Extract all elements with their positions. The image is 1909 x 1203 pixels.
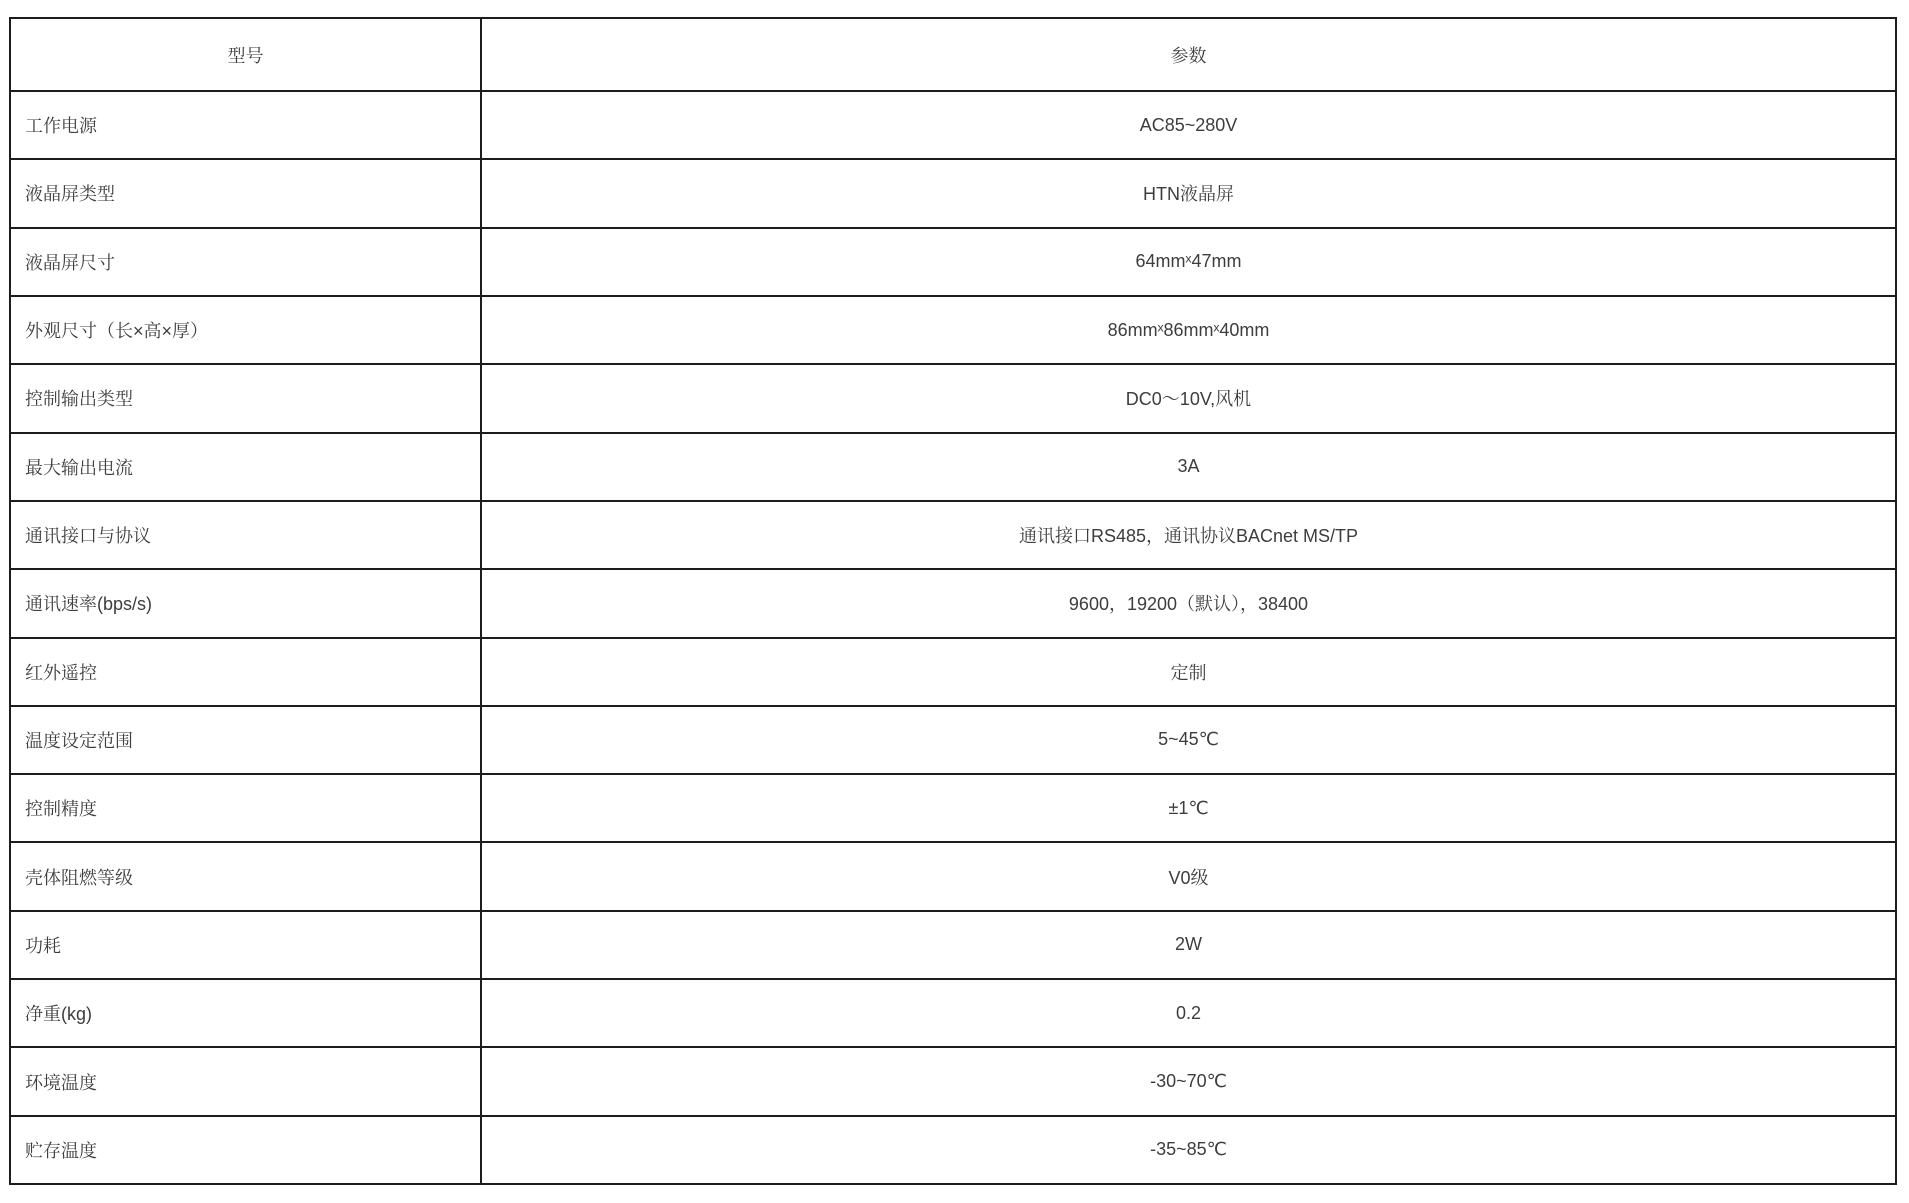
spec-name: 控制输出类型 — [10, 364, 481, 432]
table-row — [10, 1047, 1896, 1115]
table-row — [10, 979, 1896, 1047]
spec-name: 环境温度 — [10, 1047, 481, 1115]
spec-name: 最大输出电流 — [10, 433, 481, 501]
spec-name: 液晶屏尺寸 — [10, 228, 481, 296]
table-row — [10, 569, 1896, 637]
table-row — [10, 501, 1896, 569]
table-row — [10, 296, 1896, 364]
spec-value: 64mmˣ47mm — [481, 228, 1896, 296]
spec-name: 温度设定范围 — [10, 706, 481, 774]
table-row — [10, 364, 1896, 432]
spec-value: 0.2 — [481, 979, 1896, 1047]
spec-name: 净重(kg) — [10, 979, 481, 1047]
spec-value: 9600，19200（默认），38400 — [481, 569, 1896, 637]
spec-value: 5~45℃ — [481, 706, 1896, 774]
spec-value: 通讯接口RS485，通讯协议BACnet MS/TP — [481, 501, 1896, 569]
spec-name: 控制精度 — [10, 774, 481, 842]
table-row — [10, 706, 1896, 774]
spec-table — [9, 17, 1897, 1185]
spec-value: -30~70℃ — [481, 1047, 1896, 1115]
spec-name: 功耗 — [10, 911, 481, 979]
table-row — [10, 433, 1896, 501]
spec-table-body — [10, 91, 1896, 1184]
table-row — [10, 911, 1896, 979]
table-row — [10, 638, 1896, 706]
spec-value: -35~85℃ — [481, 1116, 1896, 1184]
spec-name: 液晶屏类型 — [10, 159, 481, 227]
spec-value: 86mmˣ86mmˣ40mm — [481, 296, 1896, 364]
spec-value: 定制 — [481, 638, 1896, 706]
spec-value: ±1℃ — [481, 774, 1896, 842]
table-row — [10, 91, 1896, 159]
spec-name: 红外遥控 — [10, 638, 481, 706]
table-row — [10, 1116, 1896, 1184]
spec-value: 3A — [481, 433, 1896, 501]
spec-name: 通讯速率(bps/s) — [10, 569, 481, 637]
spec-name: 壳体阻燃等级 — [10, 842, 481, 910]
table-row — [10, 159, 1896, 227]
spec-name: 贮存温度 — [10, 1116, 481, 1184]
spec-value: HTN液晶屏 — [481, 159, 1896, 227]
table-row — [10, 774, 1896, 842]
spec-value: DC0～10V,风机 — [481, 364, 1896, 432]
spec-value: 2W — [481, 911, 1896, 979]
spec-name: 通讯接口与协议 — [10, 501, 481, 569]
spec-value: AC85~280V — [481, 91, 1896, 159]
table-row — [10, 228, 1896, 296]
header-param: 参数 — [481, 18, 1896, 91]
spec-value: V0级 — [481, 842, 1896, 910]
table-row — [10, 842, 1896, 910]
header-model: 型号 — [10, 18, 481, 91]
spec-name: 外观尺寸（长×高×厚） — [10, 296, 481, 364]
table-header-row — [10, 18, 1896, 91]
spec-name: 工作电源 — [10, 91, 481, 159]
